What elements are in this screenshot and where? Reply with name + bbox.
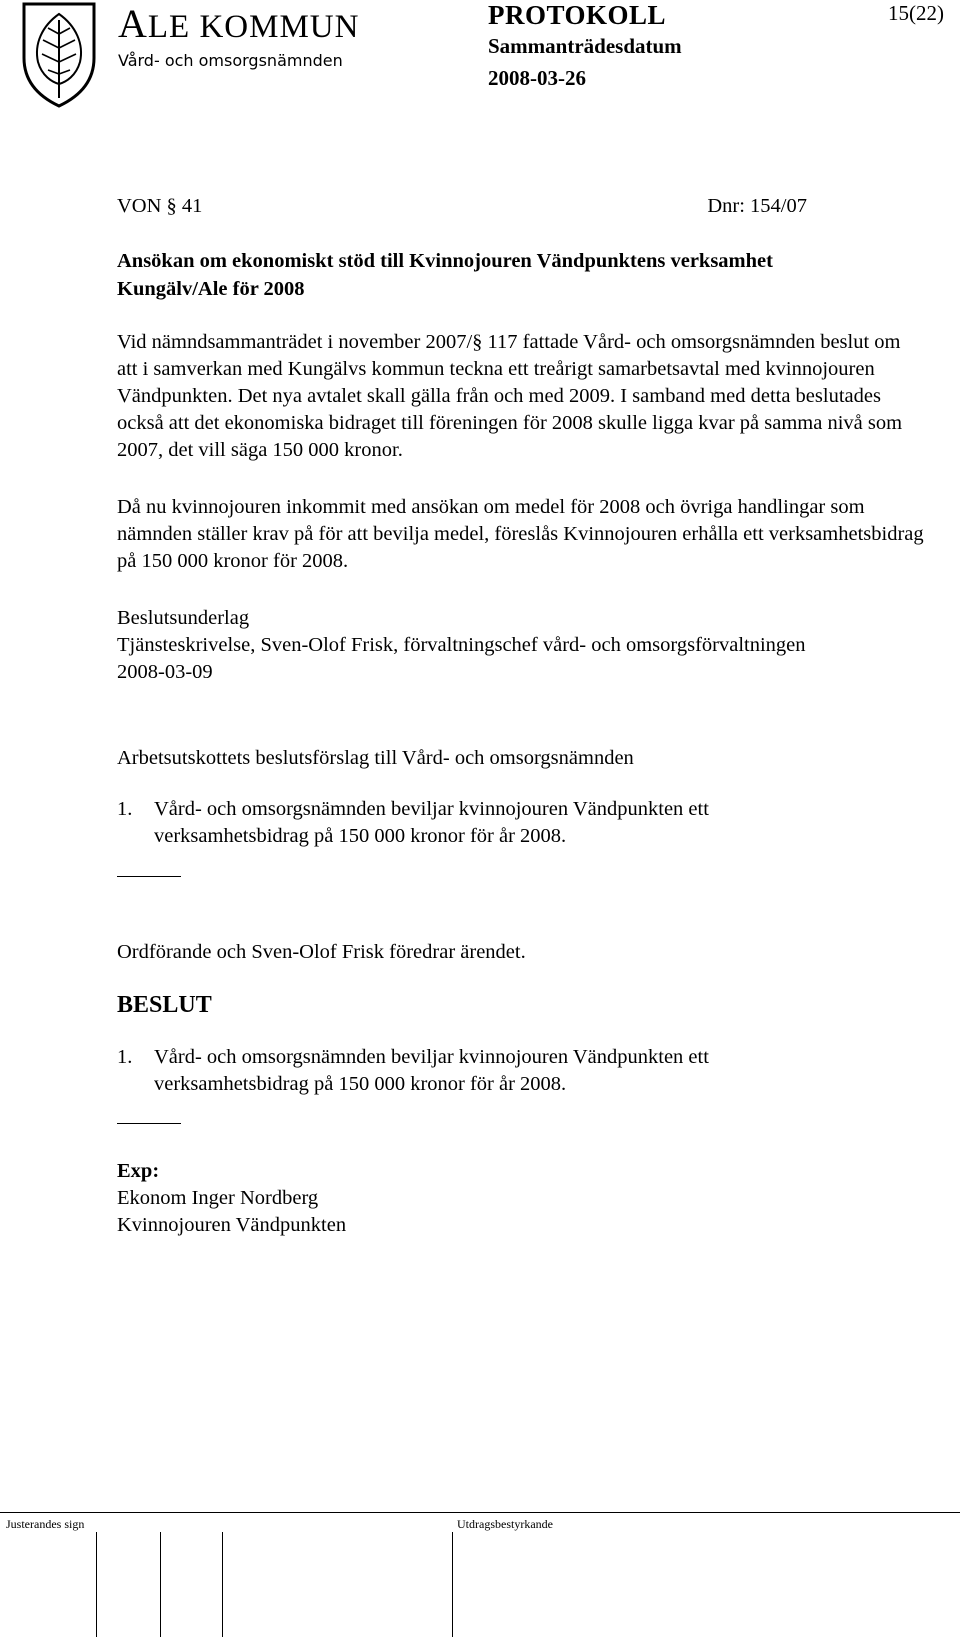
decision-basis-document: Tjänsteskrivelse, Sven-Olof Frisk, förvaltningschef vård- och omsorgsförvaltningen [117, 634, 806, 656]
divider [117, 1123, 181, 1124]
signature-box-line [96, 1532, 97, 1637]
case-reference-row [117, 193, 807, 220]
organization-name: ALE KOMMUN [118, 1, 360, 46]
page-number: 15(22) [888, 1, 944, 25]
signature-label: Justerandes sign [6, 1517, 85, 1531]
document-header [488, 0, 682, 92]
distribution-label: Exp: [117, 1160, 160, 1182]
divider [117, 876, 181, 877]
meeting-date-label: Sammanträdesdatum [488, 34, 682, 58]
proposal-paragraph: Då nu kvinnojouren inkommit med ansökan om medel för 2008 och övriga handlingar som nämnden ställer krav på för att bevilja medel, föreslås Kvinnojouren erhålla ett verksamhetsbidrag på 150 000 kronor för 2008. [117, 496, 924, 572]
committee-proposal-text: Vård- och omsorgsnämnden beviljar kvinnojouren Vändpunkten ett verksamhetsbidrag på 150 000 kronor för år 2008. [154, 798, 709, 847]
signature-box-line [160, 1532, 161, 1637]
footer-divider [0, 1512, 960, 1513]
presenter-note: Ordförande och Sven-Olof Frisk föredrar ärendet. [117, 941, 526, 963]
distribution-list [117, 1158, 925, 1239]
registration-number: Dnr: 154/07 [707, 195, 807, 217]
municipality-crest-logo [18, 0, 100, 108]
distribution-recipient: Kvinnojouren Vändpunkten [117, 1214, 347, 1236]
decision-basis [117, 605, 925, 686]
organization-block [118, 1, 360, 71]
committee-proposal-item: 1. Vård- och omsorgsnämnden beviljar kvinnojouren Vändpunkten ett verksamhetsbidrag på 150 000 kronor för år 2008. [117, 796, 925, 850]
decision-heading: BESLUT [117, 992, 212, 1018]
paragraph-reference: VON § 41 [117, 195, 203, 217]
meeting-date: 2008-03-26 [488, 66, 586, 90]
decision-text: Vård- och omsorgsnämnden beviljar kvinnojouren Vändpunkten ett verksamhetsbidrag på 150 000 kronor för år 2008. [154, 1046, 709, 1095]
background-paragraph: Vid nämndsammanträdet i november 2007/§ 117 fattade Vård- och omsorgsnämnden beslut om att i samverkan med Kungälvs kommun teckna ett treårigt samarbetsavtal med kvinnojouren Vändpunkten. Det nya avtalet skall gälla från och med 2009. I samband med detta beslutades också att det ekonomiska bidraget till föreningen för 2008 skulle ligga kvar på samma nivå som 2007, det vill säga 150 000 kronor. [117, 331, 903, 461]
decision-basis-heading: Beslutsunderlag [117, 607, 250, 629]
decision-item: 1. Vård- och omsorgsnämnden beviljar kvinnojouren Vändpunkten ett verksamhetsbidrag på 150 000 kronor för år 2008. [117, 1044, 925, 1098]
document-type: PROTOKOLL [488, 0, 667, 30]
case-title: Ansökan om ekonomiskt stöd till Kvinnojouren Vändpunktens verksamhet Kungälv/Ale för 2008 [117, 250, 773, 300]
signature-box-line [452, 1532, 453, 1637]
signature-box-line [222, 1532, 223, 1637]
certification-label: Utdragsbestyrkande [457, 1517, 553, 1531]
department-name: Vård- och omsorgsnämnden [118, 51, 343, 70]
distribution-recipient: Ekonom Inger Nordberg [117, 1187, 319, 1209]
committee-proposal-heading: Arbetsutskottets beslutsförslag till Vård- och omsorgsnämnden [117, 747, 634, 769]
decision-basis-date: 2008-03-09 [117, 661, 213, 683]
